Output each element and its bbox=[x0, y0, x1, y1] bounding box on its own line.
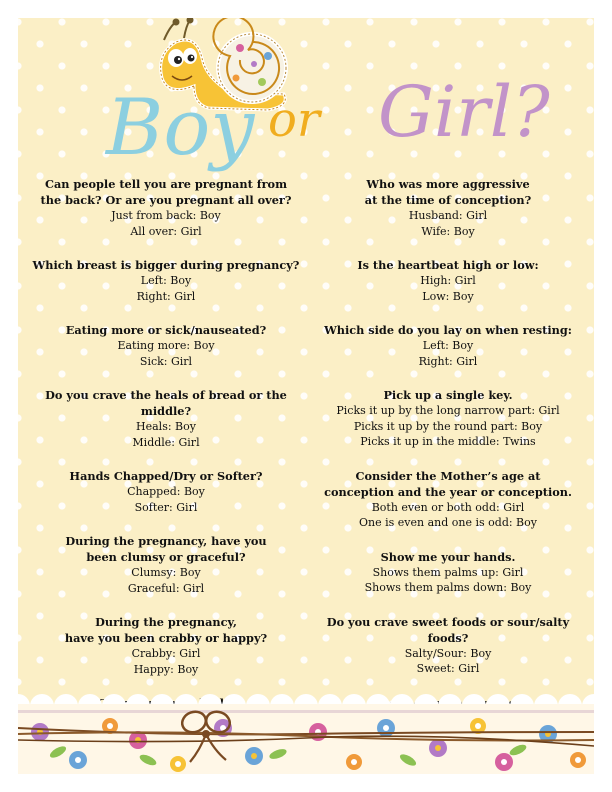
answer-text: Picks it up by the long narrow part: Girl bbox=[336, 404, 560, 417]
answer-text: Clumsy: Boy bbox=[131, 566, 201, 579]
flower-icon bbox=[495, 753, 513, 771]
question-text: Consider the Mother’s age at bbox=[355, 468, 541, 483]
answer-text: High: Girl bbox=[420, 274, 476, 287]
question-text: During the pregnancy, have you bbox=[65, 534, 267, 548]
left-question-column bbox=[28, 176, 304, 760]
question-item bbox=[310, 257, 586, 304]
answer-text: Middle: Girl bbox=[132, 435, 200, 449]
question-text: been clumsy or graceful? bbox=[86, 550, 246, 564]
floral-band-art bbox=[18, 704, 594, 774]
question-text: During the pregnancy, bbox=[95, 615, 237, 629]
question-text: the back? Or are you pregnant all over? bbox=[40, 193, 292, 207]
answer-text: Picks it up by the round part: Boy bbox=[353, 419, 543, 433]
question-text: Can people tell you are pregnant from bbox=[44, 177, 288, 191]
answer-text: Sweet: Girl bbox=[416, 662, 480, 675]
question-text: Which side do you lay on when resting: bbox=[324, 323, 572, 337]
answer-text: Eating more: Boy bbox=[117, 339, 215, 352]
answer-text: Both even or both odd: Girl bbox=[371, 500, 525, 514]
flower-icon bbox=[69, 751, 87, 769]
question-text: conception and the year or conception. bbox=[324, 484, 572, 499]
game-card bbox=[18, 18, 594, 774]
answer-text: Low: Boy bbox=[422, 289, 474, 303]
flower-icon bbox=[429, 739, 447, 757]
question-item bbox=[28, 533, 304, 596]
title-boy: Boy bbox=[106, 83, 255, 173]
answer-text: Happy: Boy bbox=[133, 662, 199, 676]
answer-text: Left: Boy bbox=[140, 274, 192, 287]
answer-text: Graceful: Girl bbox=[127, 581, 205, 595]
title-girl: Girl? bbox=[378, 71, 550, 153]
question-item bbox=[28, 468, 304, 515]
flower-icon bbox=[31, 723, 49, 741]
answer-text: Right: Girl bbox=[136, 289, 196, 303]
question-text: Pick up a single key. bbox=[383, 388, 513, 402]
question-text: Eating more or sick/nauseated? bbox=[65, 323, 267, 337]
question-text: at the time of conception? bbox=[364, 193, 532, 207]
question-text: Show me your hands. bbox=[380, 549, 516, 564]
question-text: Hands Chapped/Dry or Softer? bbox=[69, 469, 263, 483]
answer-text: Shows them palms down: Boy bbox=[364, 581, 532, 594]
question-text: Do you crave sweet foods or sour/salty foods? bbox=[326, 614, 570, 645]
answer-text: Wife: Boy bbox=[421, 224, 475, 238]
answer-text: Shows them palms up: Girl bbox=[372, 565, 524, 579]
question-item bbox=[310, 387, 586, 450]
title-header bbox=[18, 18, 594, 178]
question-text: have you been crabby or happy? bbox=[64, 631, 268, 645]
question-text: Do you crave the heals of bread or the middle? bbox=[45, 388, 287, 418]
answer-text: Left: Boy bbox=[422, 339, 474, 352]
answer-text: Right: Girl bbox=[418, 354, 478, 368]
flower-icon bbox=[245, 747, 263, 765]
question-item bbox=[310, 614, 586, 677]
question-item bbox=[28, 176, 304, 239]
flower-icon bbox=[346, 754, 362, 770]
answer-text: All over: Girl bbox=[130, 224, 202, 238]
answer-text: Heals: Boy bbox=[136, 420, 196, 433]
answer-text: Softer: Girl bbox=[134, 500, 198, 514]
answer-text: Husband: Girl bbox=[408, 209, 488, 222]
flower-icon bbox=[570, 752, 586, 768]
question-item bbox=[28, 387, 304, 450]
flower-icon bbox=[377, 719, 395, 737]
answer-text: Sick: Girl bbox=[139, 354, 193, 368]
question-item bbox=[310, 549, 586, 596]
question-item bbox=[28, 257, 304, 304]
floral-band bbox=[18, 704, 594, 774]
answer-text: Picks it up in the middle: Twins bbox=[360, 435, 536, 448]
answer-text: Crabby: Girl bbox=[131, 647, 201, 660]
question-item bbox=[28, 614, 304, 677]
question-text: Which breast is bigger during pregnancy? bbox=[32, 258, 300, 272]
question-item bbox=[28, 322, 304, 369]
question-item bbox=[310, 322, 586, 369]
question-item bbox=[310, 176, 586, 239]
answer-text: Salty/Sour: Boy bbox=[404, 646, 492, 660]
answer-text: Just from back: Boy bbox=[111, 209, 221, 222]
question-item bbox=[310, 468, 586, 531]
title-or: or bbox=[268, 92, 320, 148]
answer-text: One is even and one is odd: Boy bbox=[359, 516, 537, 529]
flower-icon bbox=[170, 756, 186, 772]
question-text: Who was more aggressive bbox=[366, 177, 530, 191]
question-text: Is the heartbeat high or low: bbox=[357, 258, 539, 272]
answer-text: Chapped: Boy bbox=[127, 485, 205, 498]
